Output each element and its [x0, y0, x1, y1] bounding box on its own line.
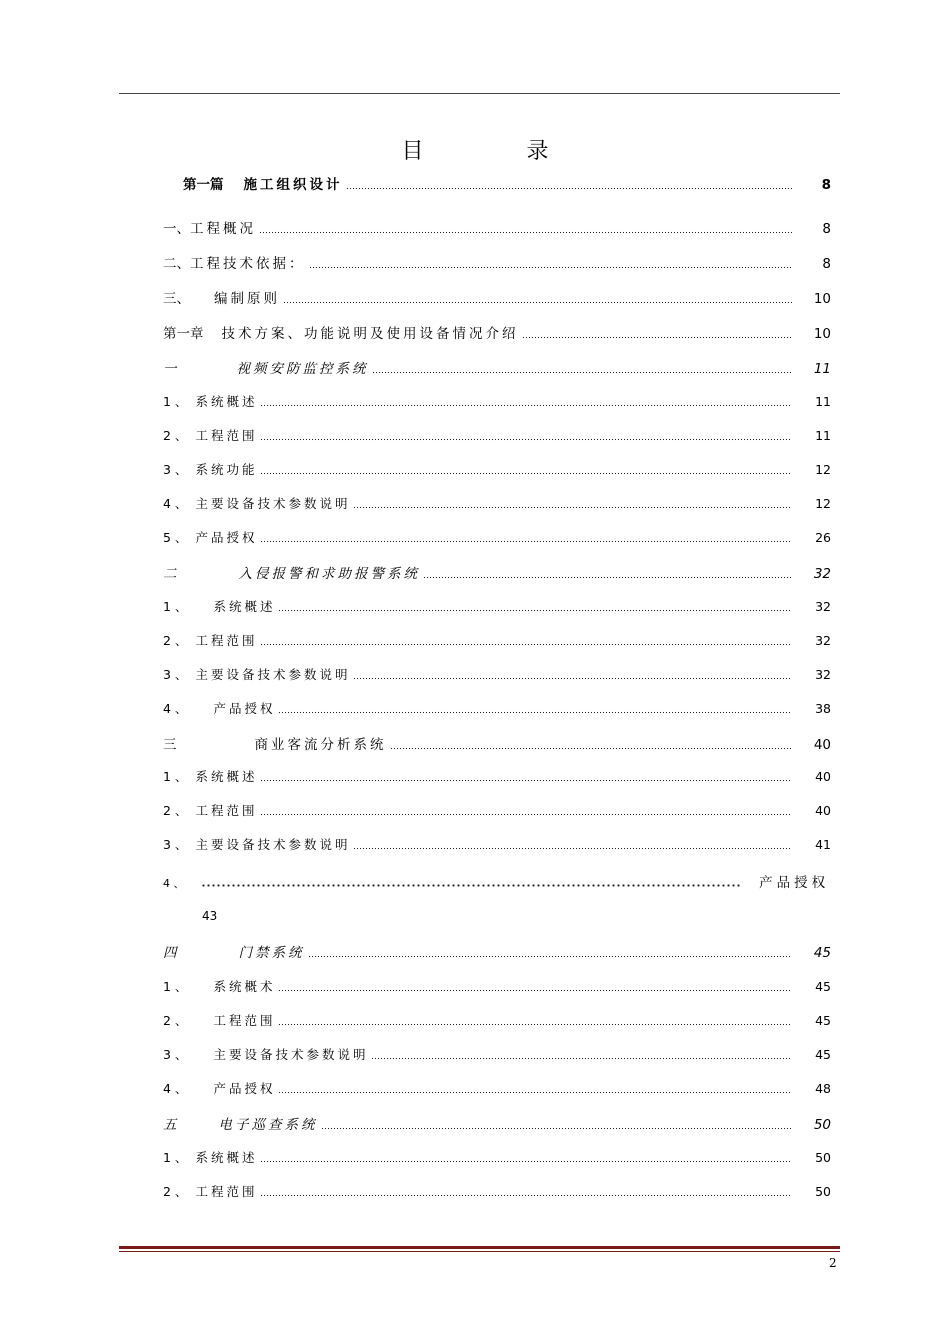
dot-leader [321, 1117, 793, 1131]
toc-entry[interactable] [163, 1045, 831, 1067]
toc-entry-page: 11 [815, 428, 831, 443]
dot-leader [260, 462, 792, 476]
toc-entry[interactable] [163, 733, 831, 755]
toc-entry-page: 32 [815, 599, 831, 614]
toc-entry[interactable] [163, 426, 831, 448]
toc-entry[interactable] [163, 252, 831, 274]
toc-entry-page: 12 [815, 462, 831, 477]
toc-entry-page: 48 [815, 1081, 831, 1096]
toc-entry-page: 50 [815, 1184, 831, 1199]
toc-entry-label: 系统概述 [195, 1150, 258, 1165]
toc-entry[interactable] [163, 665, 831, 687]
toc-entry[interactable] [163, 287, 831, 309]
toc-entry[interactable] [163, 357, 831, 379]
footer-rule-thick [119, 1246, 840, 1249]
toc-entry[interactable] [163, 801, 831, 823]
toc-entry-page: 45 [813, 945, 831, 961]
toc-entry-number: 1 、 [163, 1150, 188, 1165]
toc-entry-page: 11 [815, 394, 831, 409]
toc-entry-number: 第一篇 [183, 177, 224, 193]
toc-entry-label: 编制原则 [214, 291, 280, 307]
toc-entry-label: 系统功能 [195, 462, 258, 477]
toc-entry-label: 主要设备技术参数说明 [195, 667, 351, 682]
toc-entry-label: 主要设备技术参数说明 [195, 837, 351, 852]
dot-leader [353, 837, 792, 851]
dot-leader [260, 633, 792, 647]
dot-leader [346, 177, 793, 191]
toc-entry-label: 视频安防监控系统 [236, 361, 369, 377]
toc-entry-page: 32 [815, 667, 831, 682]
toc-entry-page: 12 [815, 496, 831, 511]
toc-entry[interactable] [163, 835, 831, 857]
toc-entry[interactable] [163, 1113, 831, 1135]
toc-entry-label: 门禁系统 [238, 945, 305, 961]
dot-leader [278, 1013, 792, 1027]
dot-leader [278, 599, 792, 613]
toc-entry-number: 4 、 [163, 877, 185, 890]
toc-entry-page: 10 [813, 326, 831, 342]
toc-entry-label: 工程范围 [195, 633, 258, 648]
toc-entry[interactable] [163, 1011, 831, 1033]
toc-entry[interactable] [163, 322, 831, 344]
toc-entry[interactable] [163, 941, 831, 963]
toc-entry-label: 施工组织设计 [243, 177, 343, 193]
toc-entry-page: 38 [815, 701, 831, 716]
dot-leader [278, 701, 792, 715]
toc-entry[interactable] [163, 494, 831, 516]
toc-entry-label: 工程范围 [213, 1013, 276, 1028]
toc-entry-number: 4 、 [163, 496, 188, 511]
toc-entry-page: 43 [202, 909, 218, 923]
toc-entry-page: 8 [821, 177, 831, 193]
toc-entry-page: 26 [815, 530, 831, 545]
dot-leader [278, 1081, 792, 1095]
toc-entry-number: 二、 [163, 256, 190, 272]
page-title: 目 录 [401, 139, 597, 164]
toc-entry-label: 工程概况 [190, 221, 256, 237]
toc-entry-label: 产品授权 [759, 875, 830, 891]
toc-entry-page: 45 [815, 1047, 831, 1062]
toc-entry-number: 4 、 [163, 701, 188, 716]
toc-entry[interactable] [163, 699, 831, 721]
dot-leader [260, 803, 792, 817]
toc-entry-number: 2 、 [163, 428, 188, 443]
dot-leader [259, 221, 792, 235]
dot-leader [260, 530, 792, 544]
dot-leader [260, 428, 792, 442]
dot-leader [522, 326, 793, 340]
toc-entry-page: 32 [813, 566, 831, 582]
toc-entry-label: 工程范围 [195, 1184, 258, 1199]
toc-entry-number: 2 、 [163, 803, 188, 818]
toc-entry-number: 2 、 [163, 1184, 188, 1199]
toc-entry-page: 45 [815, 979, 831, 994]
dot-leader [260, 769, 792, 783]
toc-entry[interactable] [163, 767, 831, 789]
dot-leader [260, 394, 792, 408]
toc-entry[interactable] [183, 173, 831, 195]
dot-leader [372, 361, 793, 375]
toc-entry-number: 3 、 [163, 462, 188, 477]
toc-entry-number: 4 、 [163, 1081, 188, 1096]
toc-entry-label: 商业客流分析系统 [254, 737, 387, 753]
toc-entry-label: 产品授权 [213, 701, 276, 716]
toc-entry-number: 1 、 [163, 599, 188, 614]
toc-entry-label: 系统概述 [213, 599, 276, 614]
toc-entry-label: 工程技术依据： [190, 256, 306, 272]
toc-entry-label: 产品授权 [213, 1081, 276, 1096]
toc-entry-number: 二 [163, 566, 177, 582]
toc-entry-page: 11 [813, 361, 831, 377]
toc-entry-page: 8 [822, 256, 831, 272]
toc-entry-label: 主要设备技术参数说明 [213, 1047, 369, 1062]
toc-entry-number: 2 、 [163, 633, 188, 648]
toc-entry-label: 电子巡查系统 [218, 1117, 318, 1133]
toc-entry-wrapped[interactable] [163, 871, 831, 891]
toc-entry-label: 技术方案、功能说明及使用设备情况介绍 [221, 326, 519, 342]
dot-leader [308, 945, 793, 959]
toc-entry-label: 系统概述 [195, 394, 258, 409]
toc-entry-label: 系统概术 [213, 979, 276, 994]
toc-entry-number: 3 、 [163, 667, 188, 682]
toc-entry-number: 5 、 [163, 530, 188, 545]
footer-rule-thin [119, 1251, 840, 1252]
dot-leader [371, 1047, 792, 1061]
toc-entry-number: 2 、 [163, 1013, 188, 1028]
toc-entry-page: 10 [813, 291, 831, 307]
toc-entry[interactable] [163, 977, 831, 999]
toc-entry-page: 40 [815, 769, 831, 784]
toc-entry[interactable] [163, 562, 831, 584]
toc-entry[interactable] [163, 631, 831, 653]
toc-entry-page: 32 [815, 633, 831, 648]
toc-entry-number: 三、 [163, 291, 190, 307]
toc-entry-page: 41 [815, 837, 831, 852]
toc-entry[interactable] [163, 1148, 831, 1170]
toc-entry-number: 一 [163, 361, 177, 377]
dot-leader [309, 256, 793, 270]
toc-entry[interactable] [163, 217, 831, 239]
toc-entry-page: 50 [813, 1117, 831, 1133]
toc-entry-page: 40 [813, 737, 831, 753]
dot-leader [260, 1150, 792, 1164]
dot-leader [390, 737, 793, 751]
toc-entry-number: 三 [163, 737, 177, 753]
toc-entry-number: 3 、 [163, 837, 188, 852]
toc-entry-label: 工程范围 [195, 803, 258, 818]
toc-entry-number: 1 、 [163, 979, 188, 994]
dot-leader [423, 566, 792, 580]
toc-entry-number: 第一章 [163, 326, 204, 342]
toc-entry[interactable] [163, 460, 831, 482]
dot-leader [278, 979, 792, 993]
toc-entry[interactable] [163, 1079, 831, 1101]
page-number: 2 [829, 1256, 837, 1270]
toc-entry[interactable] [163, 597, 831, 619]
toc-entry-page: 8 [822, 221, 831, 237]
toc-entry[interactable] [163, 528, 831, 550]
dot-leader [260, 1184, 792, 1198]
toc-entry-number: 五 [163, 1117, 177, 1133]
toc-entry-label: 工程范围 [195, 428, 258, 443]
dot-leader [353, 667, 792, 681]
toc-entry-page: 50 [815, 1150, 831, 1165]
toc-entry-page: 45 [815, 1013, 831, 1028]
toc-entry-number: 一、 [163, 221, 190, 237]
dot-leader [201, 877, 741, 889]
dot-leader [283, 291, 792, 305]
toc-entry-number: 1 、 [163, 769, 188, 784]
toc-entry-page: 40 [815, 803, 831, 818]
toc-entry[interactable] [163, 392, 831, 414]
toc-entry-number: 1 、 [163, 394, 188, 409]
toc-entry-label: 主要设备技术参数说明 [195, 496, 351, 511]
toc-entry-number: 四 [163, 945, 177, 961]
toc-entry-label: 系统概述 [195, 769, 258, 784]
toc-entry-number: 3 、 [163, 1047, 188, 1062]
toc-entry-label: 产品授权 [195, 530, 258, 545]
dot-leader [353, 496, 792, 510]
toc-entry-label: 入侵报警和求助报警系统 [238, 566, 420, 582]
toc-entry[interactable] [163, 1182, 831, 1204]
